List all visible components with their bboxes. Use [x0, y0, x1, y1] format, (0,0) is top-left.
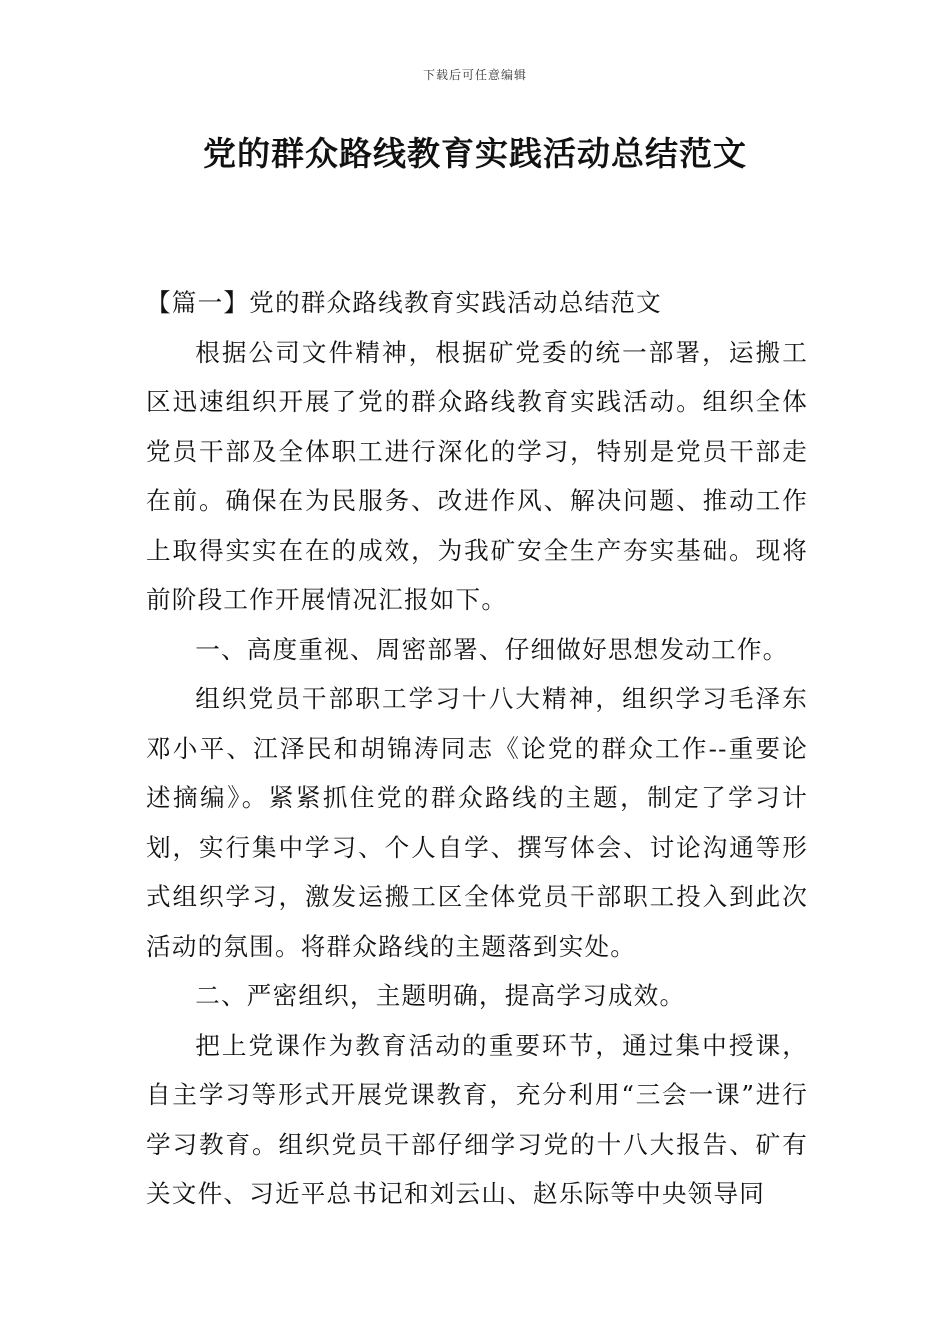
paragraph-heading-one: 一、高度重视、周密部署、仔细做好思想发动工作。: [195, 634, 789, 664]
header-note: 下载后可任意编辑: [422, 68, 527, 82]
paragraph-party-lesson: 把上党课作为教育活动的重要环节，通过集中授课，自主学习等形式开展党课教育，充分利用“三会一课”进行学习教育。组织党员干部仔细学习党的十八大报告、矿有关文件、习近平总书记和刘云山、赵乐际等中央领导同: [146, 1030, 808, 1208]
document-title: 党的群众路线教育实践活动总结范文: [203, 134, 747, 173]
paragraph-study: 组织党员干部职工学习十八大精神，组织学习毛泽东邓小平、江泽民和胡锦涛同志《论党的群众工作--重要论述摘编》。紧紧抓住党的群众路线的主题，制定了学习计划，实行集中学习、个人自学、撰写体会、讨论沟通等形式组织学习，激发运搬工区全体党员干部职工投入到此次活动的氛围。将群众路线的主题落到实处。: [146, 684, 808, 961]
section-heading: 【篇一】党的群众路线教育实践活动总结范文: [146, 288, 662, 317]
document-body: [146, 278, 808, 1219]
paragraph-intro: 根据公司文件精神，根据矿党委的统一部署，运搬工区迅速组织开展了党的群众路线教育实践活动。组织全体党员干部及全体职工进行深化的学习，特别是党员干部走在前。确保在为民服务、改进作风、解决问题、推动工作上取得实实在在的成效，为我矿安全生产夯实基础。现将前阶段工作开展情况汇报如下。: [146, 337, 808, 614]
paragraph-heading-two: 二、严密组织，主题明确，提高学习成效。: [195, 981, 686, 1010]
